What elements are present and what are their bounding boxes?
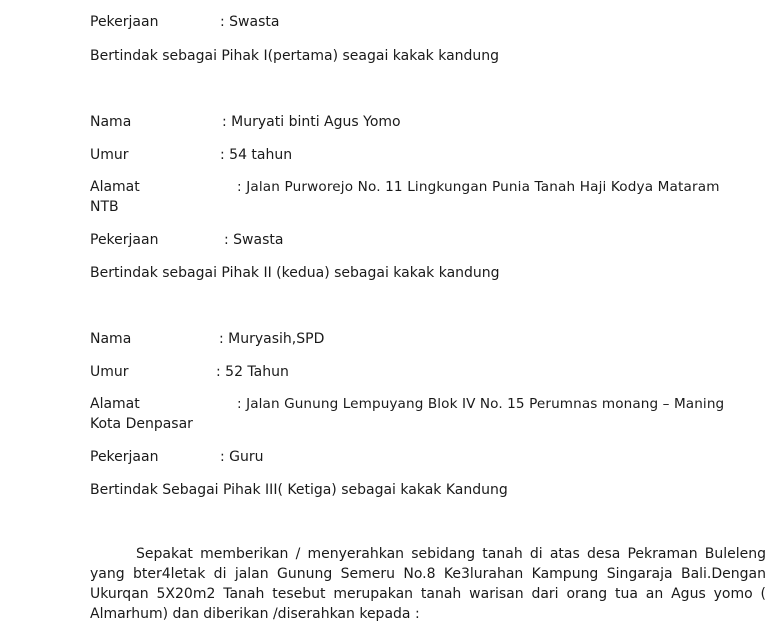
party2-role: Bertindak sebagai Pihak II (kedua) sebagai kakak kandung: [90, 265, 500, 281]
alamat-value: : Jalan Gunung Lempuyang Blok IV No. 15 Perumnas monang – Maning: [237, 396, 725, 412]
party2-pekerjaan-row: [90, 231, 490, 249]
nama-value: : Muryasih,SPD: [219, 331, 325, 347]
umur-value: : 54 tahun: [220, 147, 293, 163]
umur-label: Umur: [90, 147, 129, 163]
party3-alamat-cont: Kota Denpasar: [90, 416, 193, 432]
party2-alamat-row: [90, 178, 766, 196]
pekerjaan-value: : Guru: [220, 449, 264, 465]
pekerjaan-label: Pekerjaan: [90, 14, 159, 30]
pekerjaan-label: Pekerjaan: [90, 232, 159, 248]
agreement-paragraph: Sepakat memberikan / menyerahkan sebidang tanah di atas desa Pekraman Buleleng yang bter4letak di jalan Gunung Semeru No.8 Ke3lurahan Kampung Singaraja Bali.Dengan Ukurqan 5X20m2 Tanah tesebut merupakan tanah warisan dari orang tua an Agus yomo ( Almarhum) dan diberikan /diserahkan kepada :: [90, 546, 766, 622]
pekerjaan-label: Pekerjaan: [90, 449, 159, 465]
party3-nama-row: [90, 330, 490, 348]
party3-pekerjaan-row: [90, 448, 490, 466]
nama-label: Nama: [90, 331, 132, 347]
umur-label: Umur: [90, 364, 129, 380]
pekerjaan-value: : Swasta: [224, 232, 284, 248]
alamat-value: : Jalan Purworejo No. 11 Lingkungan Punia Tanah Haji Kodya Mataram: [237, 179, 720, 195]
party3-role: Bertindak Sebagai Pihak III( Ketiga) sebagai kakak Kandung: [90, 482, 508, 498]
party2-umur-row: [90, 146, 490, 164]
pekerjaan-value: : Swasta: [220, 14, 280, 30]
nama-label: Nama: [90, 114, 132, 130]
party1-pekerjaan-row: [90, 13, 490, 31]
alamat-label: Alamat: [90, 179, 140, 195]
party2-nama-row: [90, 113, 490, 131]
alamat-label: Alamat: [90, 396, 140, 412]
party3-alamat-row: [90, 395, 766, 413]
umur-value: : 52 Tahun: [216, 364, 289, 380]
party2-alamat-cont: NTB: [90, 199, 119, 215]
party3-umur-row: [90, 363, 490, 381]
party1-role: Bertindak sebagai Pihak I(pertama) seagai kakak kandung: [90, 48, 500, 64]
nama-value: : Muryati binti Agus Yomo: [222, 114, 401, 130]
